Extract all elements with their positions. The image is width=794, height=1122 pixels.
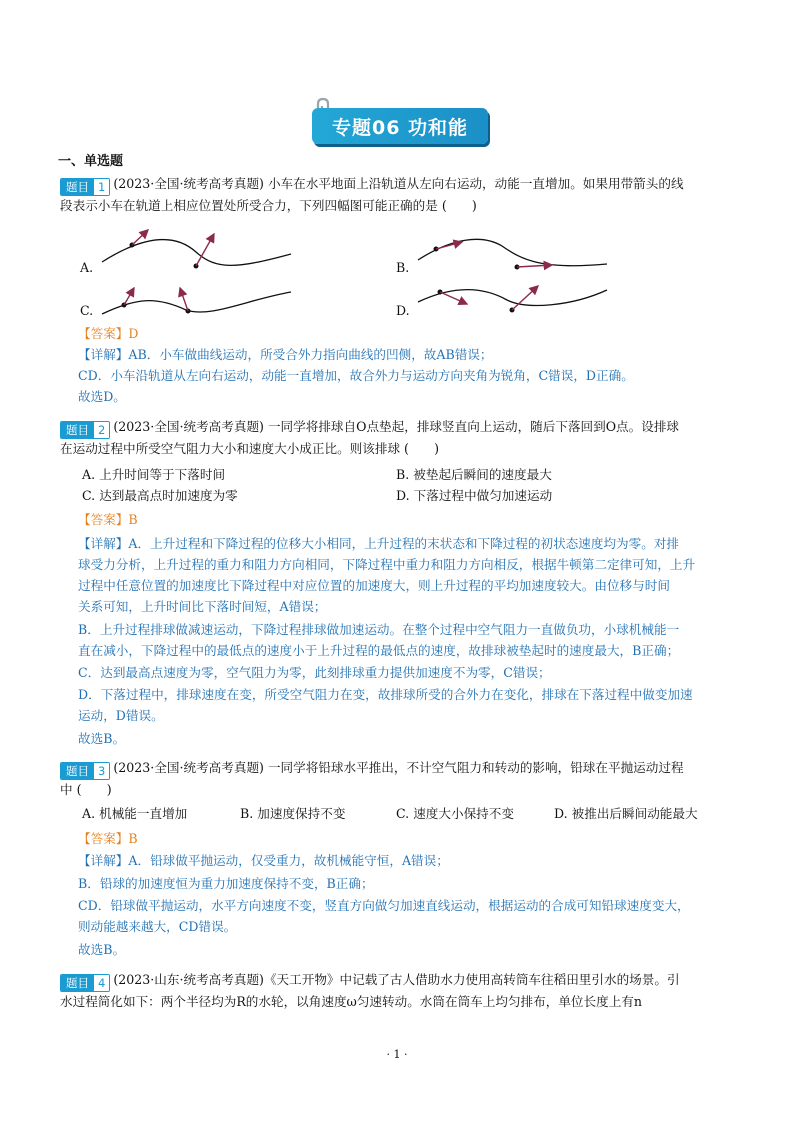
figure-option-d — [412, 280, 612, 320]
question-text: (2023·山东·统考高考真题)《天工开物》中记载了古人借助水力使用高转筒车往稻田里引水的场景。引 — [113, 972, 680, 987]
question-text: 段表示小车在轨道上相应位置处所受合力，下列四幅图可能正确的是 ( ) — [60, 198, 477, 213]
option-d: D. 下落过程中做匀加速运动 — [396, 488, 553, 503]
detail-line: CD．铅球做平抛运动，水平方向速度不变，竖直方向做匀加速直线运动，根据运动的合成可知铅球速度变大， — [78, 898, 690, 913]
option-d: D. 被推出后瞬间动能最大 — [554, 806, 698, 821]
question-text: 水过程简化如下：两个半径均为R的水轮，以角速度ω匀速转动。水筒在筒车上均匀排布，单位长度上有n — [60, 994, 642, 1009]
detail-line: 关系可知，上升时间比下落时间短，A错误； — [78, 599, 327, 614]
figure-option-c — [96, 280, 296, 320]
detail-line: 过程中任意位置的加速度比下降过程中对应位置的加速度大，则上升过程的平均加速度较大。由位移与时间 — [78, 578, 670, 593]
detail-line: 【详解】A．上升过程和下降过程的位移大小相同，上升过程的末状态和下降过程的初状态速度均为零。对排 — [78, 536, 680, 551]
option-b: B. 加速度保持不变 — [240, 806, 346, 821]
question-text: (2023·全国·统考高考真题) 一同学将排球自O点垫起，排球竖直向上运动，随后下落回到O点。设排球 — [113, 419, 680, 434]
option-c: C. 达到最高点时加速度为零 — [82, 488, 238, 503]
option-a: A. 机械能一直增加 — [82, 806, 188, 821]
question-text: 在运动过程中所受空气阻力大小和速度大小成正比。则该排球 ( ) — [60, 441, 440, 456]
option-d-label: D. — [396, 303, 410, 318]
question-label: 题目 3 — [60, 762, 110, 780]
detail-line: 【详解】AB．小车做曲线运动，所受合外力指向曲线的凹侧，故AB错误； — [78, 347, 493, 362]
question-1 — [60, 174, 736, 217]
question-2 — [60, 417, 736, 460]
question-text: 中 ( ) — [60, 782, 112, 797]
option-b: B. 被垫起后瞬间的速度最大 — [396, 467, 552, 482]
question-text: (2023·全国·统考高考真题) 一同学将铅球水平推出，不计空气阻力和转动的影响，铅球在平抛运动过程 — [113, 760, 684, 775]
figure-option-b — [412, 224, 612, 274]
detail-line: 故选D。 — [78, 389, 126, 404]
question-label: 题目 4 — [60, 974, 110, 992]
answer: 【答案】D — [78, 326, 139, 341]
detail-line: 则动能越来越大，CD错误。 — [78, 919, 237, 934]
detail-line: 故选B。 — [78, 942, 126, 957]
figure-option-a — [96, 224, 296, 274]
page-number: · 1 · — [386, 1048, 408, 1061]
detail-line: B．铅球的加速度恒为重力加速度保持不变，B正确； — [78, 876, 374, 891]
option-b-label: B. — [396, 260, 410, 275]
detail-line: 球受力分析，上升过程的重力和阻力方向相同，下降过程中重力和阻力方向相反，根据牛顿第二定律可知，上升 — [78, 557, 696, 572]
question-label: 题目 1 — [60, 178, 110, 196]
answer: 【答案】B — [78, 831, 138, 846]
option-a-label: A. — [80, 260, 94, 275]
question-label: 题目 2 — [60, 421, 110, 439]
detail-line: D．下落过程中，排球速度在变，所受空气阻力在变，故排球所受的合外力在变化，排球在下落过程中做变加速 — [78, 687, 693, 702]
section-heading: 一、单选题 — [58, 154, 124, 169]
question-4 — [60, 970, 736, 1013]
detail-line: 【详解】A．铅球做平抛运动，仅受重力，故机械能守恒，A错误； — [78, 853, 449, 868]
option-c-label: C. — [80, 303, 94, 318]
detail-line: C．达到最高点速度为零，空气阻力为零，此刻排球重力提供加速度不为零，C错误； — [78, 665, 551, 680]
option-c: C. 速度大小保持不变 — [396, 806, 514, 821]
detail-line: CD．小车沿轨道从左向右运动，动能一直增加，故合外力与运动方向夹角为锐角，C错误，D正确。 — [78, 368, 634, 383]
question-text: (2023·全国·统考高考真题) 小车在水平地面上沿轨道从左向右运动，动能一直增加。如果用带箭头的线 — [113, 176, 684, 191]
answer: 【答案】B — [78, 512, 138, 527]
page-title: 专题06 功和能 — [312, 108, 488, 144]
detail-line: 直在减小，下降过程中的最低点的速度小于上升过程的最低点的速度，故排球被垫起时的速度最大，B正确； — [78, 643, 680, 658]
detail-line: B．上升过程排球做减速运动，下降过程排球做加速运动。在整个过程中空气阻力一直做负功，小球机械能一 — [78, 622, 680, 637]
detail-line: 故选B。 — [78, 731, 126, 746]
question-3 — [60, 758, 736, 801]
option-a: A. 上升时间等于下落时间 — [82, 467, 226, 482]
detail-line: 运动，D错误。 — [78, 708, 164, 723]
title-banner — [304, 96, 490, 148]
